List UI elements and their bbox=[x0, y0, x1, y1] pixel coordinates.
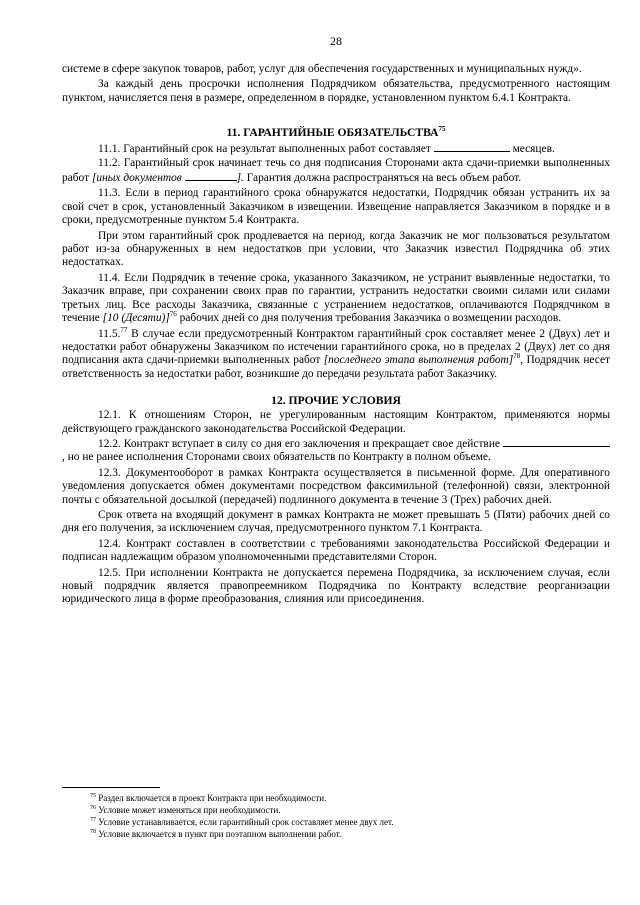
warranty-months-blank bbox=[434, 141, 510, 152]
clause-11-2-text: 11.2. Гарантийный срок начинает течь со дня подписания Сторонами акта сдачи-приемки выполненных работ bbox=[62, 156, 610, 185]
clause-11-1-text: 11.1. Гарантийный срок на результат выполненных работ составляет bbox=[98, 143, 431, 156]
footnote-number: 75 bbox=[90, 793, 96, 799]
footnotes bbox=[62, 787, 610, 840]
footnote-text: Условие устанавливается, если гарантийный срок составляет менее двух лет. bbox=[98, 817, 394, 827]
clause-11-2-text-end: Гарантия должна распространяться на весь объем работ. bbox=[246, 172, 522, 185]
intro-continuation: системе в сфере закупок товаров, работ, услуг для обеспечения государственных и муниципальных нужд». bbox=[62, 63, 582, 75]
footnote-ref-76[interactable]: 76 bbox=[169, 310, 177, 319]
intro-penalty: За каждый день просрочки исполнения Подрядчиком обязательства, предусмотренного настоящим пунктом, начисляется пеня в размере, определенном в порядке, установленном пунктом 6.4.1 Контракта. bbox=[62, 78, 610, 104]
footnote-77 bbox=[62, 816, 610, 828]
footnote-ref-75[interactable]: 75 bbox=[438, 125, 446, 134]
clause-11-3: 11.3. Если в период гарантийного срока обнаружатся недостатки, Подрядчик обязан устранить их за свой счет в срок, установленный Заказчиком в извещении. Извещение направляется Заказчиком в порядке и в сроки, предусмотренные пунктом 5.4 Контракта. bbox=[62, 187, 610, 227]
footnote-separator bbox=[62, 787, 160, 788]
clause-12-2-text: 12.2. Контракт вступает в силу со дня его заключения и прекращает свое действие bbox=[98, 437, 500, 450]
clause-11-1-unit: месяцев. bbox=[512, 143, 555, 156]
footnote-ref-78[interactable]: 78 bbox=[513, 352, 521, 361]
clause-11-5-text-end: , Подрядчик несет ответственность за недостатки работ, возникшие до передачи результата работ Заказчику. bbox=[62, 354, 610, 380]
section-11-title-text: 11. ГАРАНТИЙНЫЕ ОБЯЗАТЕЛЬСТВА bbox=[226, 126, 439, 140]
footnote-number: 78 bbox=[90, 829, 96, 835]
footnote-text: Раздел включается в проект Контракта при необходимости. bbox=[98, 793, 327, 803]
clause-12-2 bbox=[62, 436, 610, 465]
clause-11-1 bbox=[62, 141, 610, 156]
other-documents-blank bbox=[185, 170, 237, 181]
footnote-75 bbox=[62, 792, 610, 804]
document-page bbox=[62, 34, 610, 607]
footnote-text: Условие может изменяться при необходимости. bbox=[98, 805, 281, 815]
clause-11-4 bbox=[62, 272, 610, 326]
footnote-78 bbox=[62, 828, 610, 840]
clause-11-4-italic: [10 (Десяти)] bbox=[102, 312, 170, 325]
clause-11-4-text-end: рабочих дней со дня получения требования Заказчика о возмещении расходов. bbox=[179, 312, 562, 325]
contract-term-blank bbox=[503, 436, 610, 447]
section-11-title bbox=[62, 126, 610, 140]
clause-12-1: 12.1. К отношениям Сторон, не урегулированным настоящим Контрактом, применяются нормы действующего гражданского законодательства Российской Федерации. bbox=[62, 409, 610, 435]
clause-11-4-text: 11.4. Если Подрядчик в течение срока, указанного Заказчиком, не устранит выявленные недостатки, то Заказчик вправе, при сохранении своих прав по гарантии, устранить недостатки своими силами или силами третьих лиц. Все расходы Заказчика, связанные с устранением недостатков, оплачиваются Подрядчиком в течение bbox=[62, 271, 610, 325]
footnote-ref-77[interactable]: 77 bbox=[120, 325, 128, 334]
clause-11-2 bbox=[62, 157, 610, 186]
clause-12-2-text-end: , но не ранее исполнения Сторонами своих обязательств по Контракту в полном объеме. bbox=[62, 451, 491, 464]
clause-11-5-number: 11.5. bbox=[98, 327, 121, 340]
footnote-76 bbox=[62, 804, 610, 816]
clause-12-4: 12.4. Контракт составлен в соответствии с требованиями законодательства Российской Федерации и подписан надлежащим образом уполномоченными представителями Сторон. bbox=[62, 537, 610, 564]
clause-11-5-italic: [последнего этапа выполнения работ] bbox=[323, 354, 514, 367]
clause-12-5: 12.5. При исполнении Контракта не допускается перемена Подрядчика, за исключением случая, если новый подрядчик является правопреемником Подрядчика по Контракту вследствие реорганизации юридического лица в форме преобразования, слияния или присоединения. bbox=[62, 566, 610, 606]
page-number: 28 bbox=[330, 34, 342, 48]
clause-11-5-text: В случае если предусмотренный Контрактом гарантийный срок составляет менее 2 (Двух) лет и недостатки работ обнаружены Заказчиком по истечении гарантийного срока, но в пределах 2 (Двух) лет со дня подписания акта сдачи-приемки выполненных работ bbox=[62, 327, 610, 367]
footnote-text: Условие включается в пункт при поэтапном выполнении работ. bbox=[98, 829, 342, 839]
footnote-number: 76 bbox=[90, 805, 96, 811]
footnote-number: 77 bbox=[90, 817, 96, 823]
clause-11-5 bbox=[62, 325, 610, 382]
clause-11-2-italic: [иных документов bbox=[91, 172, 182, 185]
clause-12-3-response: Срок ответа на входящий документ в рамках Контракта не может превышать 5 (Пяти) рабочих дней со дня его получения, за исключением случая, предусмотренного пунктом 7.1 Контракта. bbox=[62, 508, 610, 535]
clause-12-3: 12.3. Документооборот в рамках Контракта осуществляется в письменной форме. Для оперативного уведомления допускается обмен документами посредством факсимильной (телефонной) связи, электронной почты с обязательной досылкой (передачей) подлинного документа в течение 3 (Трех) рабочих дней. bbox=[62, 466, 610, 506]
section-12-title: 12. ПРОЧИЕ УСЛОВИЯ bbox=[271, 394, 401, 408]
clause-11-2-italic-end: ]. bbox=[236, 172, 244, 185]
clause-11-3-extension: При этом гарантийный срок продлевается на период, когда Заказчик не мог пользоваться результатом работ из-за обнаруженных в нем недостатков при условии, что Заказчик известил Подрядчика об этих недостатках. bbox=[62, 229, 610, 269]
